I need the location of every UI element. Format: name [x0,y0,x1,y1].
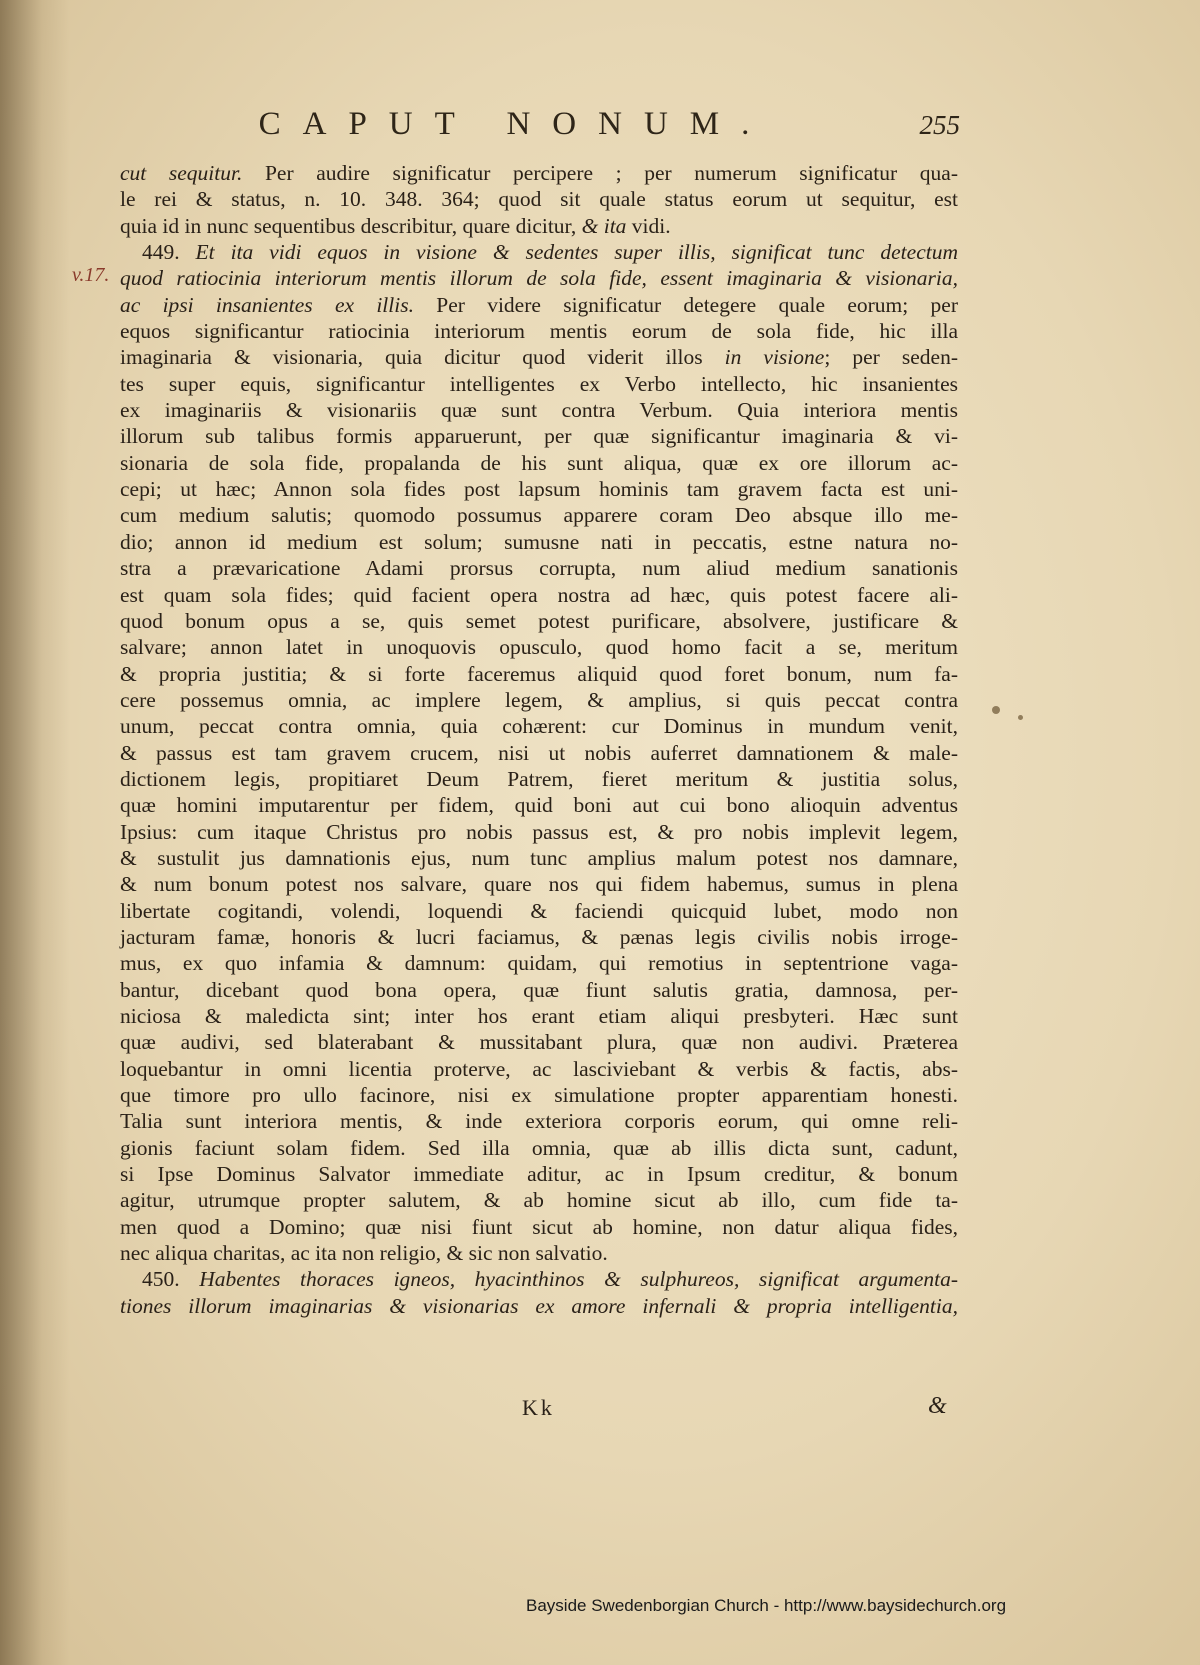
text-line [120,1214,958,1240]
text-line [120,529,958,555]
text-line [120,898,958,924]
text-line [120,1161,958,1187]
roman-text: quod bonum opus a se, quis semet potest purificare, absolvere, justificare & [120,608,958,633]
text-line [120,766,958,792]
roman-text: illorum sub talibus formis apparuerunt, per quæ significantur imaginaria & vi- [120,424,958,449]
roman-text: bantur, dicebant quod bona opera, quæ fiunt salutis gratia, damnosa, per- [120,977,958,1002]
italic-text: cut sequitur. [120,161,243,185]
text-line [120,1003,958,1029]
text-line [120,792,958,818]
text-line [120,924,958,950]
roman-text: unum, peccat contra omnia, quia cohærent: cur Dominus in mundum venit, [120,714,958,739]
body-text [120,160,958,1319]
text-line [120,713,958,739]
text-line [120,1108,958,1134]
roman-text: mus, ex quo infamia & damnum: quidam, qui remotius in septentrione vaga- [120,951,958,976]
text-line [120,819,958,845]
text-line [120,476,958,502]
text-line [120,265,958,291]
roman-text: men quod a Domino; quæ nisi fiunt sicut ab homine, non datur aliqua fides, [120,1214,958,1239]
roman-text: gionis faciunt solam fidem. Sed illa omnia, quæ ab illis dicta sunt, cadunt, [120,1135,958,1160]
text-line [120,871,958,897]
roman-text: cere possemus omnia, ac implere legem, & amplius, si quis peccat contra [120,687,958,712]
text-line [120,1240,958,1266]
page-header [185,106,960,150]
roman-text: que timore pro ullo facinore, nisi ex simulatione propter apparentiam honesti. [120,1083,958,1108]
italic-text: Et ita vidi equos in visione & sedentes super illis, significat tunc detectum [195,240,958,265]
text-line [120,423,958,449]
text-line [120,1135,958,1161]
roman-text: cum medium salutis; quomodo possumus apparere coram Deo absque illo me- [120,503,958,528]
italic-text: ac ipsi insanientes ex illis. [120,292,414,317]
text-line [120,1266,958,1292]
roman-text: nec aliqua charitas, ac ita non religio, & sic non salvatio. [120,1241,608,1266]
text-line [120,239,958,265]
roman-text: quia id in nunc sequentibus describitur, quare dicitur, [120,213,582,238]
roman-text: equos significantur ratiocinia interiorum mentis eorum de sola fide, hic illa [120,319,958,344]
text-line [120,555,958,581]
text-line [120,1029,958,1055]
italic-text: quod ratiocinia interiorum mentis illorum de sola fide, essent imaginaria & visionaria, [120,266,958,291]
roman-text: agitur, utrumque propter salutem, & ab homine sicut ab illo, cum fide ta- [120,1188,958,1213]
signature-mark: Kk [522,1395,555,1420]
roman-text: est quam sola fides; quid facient opera nostra ad hæc, quis potest facere ali- [120,582,958,607]
roman-text: & propria justitia; & si forte faceremus aliquid quod foret bonum, num fa- [120,661,958,686]
text-line [120,687,958,713]
roman-text: imaginaria & visionaria, quia dicitur quod viderit illos [120,345,725,370]
roman-text: & num bonum potest nos salvare, quare nos qui fidem habemus, sumus in plena [120,872,958,897]
text-line [120,1293,958,1319]
text-line [120,1187,958,1213]
gutter-shadow [0,0,70,1665]
watermark-credit: Bayside Swedenborgian Church - http://www.baysidechurch.org [526,1596,1007,1615]
roman-text: cepi; ut hæc; Annon sola fides post lapsum hominis tam gravem facta est uni- [120,477,958,502]
ink-spot [992,706,1000,714]
roman-text: 450. [142,1267,200,1292]
text-line [120,186,958,212]
roman-text: Per audire significatur percipere ; per numerum significatur qua- [242,161,958,185]
roman-text: dio; annon id medium est solum; sumusne nati in peccatis, estne natura no- [120,529,958,554]
text-line [120,371,958,397]
italic-text: tiones illorum imaginarias & visionarias ex amore infernali & propria intelligentia, [120,1293,958,1318]
roman-text: dictionem legis, propitiaret Deum Patrem, fieret meritum & justitia solus, [120,766,958,791]
italic-text: & ita [581,213,627,238]
text-line [120,740,958,766]
roman-text: le rei & status, n. 10. 348. 364; quod sit quale status eorum ut sequitur, est [120,187,958,212]
text-line [120,213,958,239]
roman-text: loquebantur in omni licentia proterve, ac lasciviebant & verbis & factis, abs- [120,1056,958,1081]
text-line [120,502,958,528]
roman-text: quæ homini imputarentur per fidem, quid boni aut cui bono alioquin adventus [120,793,958,818]
ink-spot [1018,715,1023,720]
page-number: 255 [919,110,960,140]
text-line [120,950,958,976]
roman-text: salvare; annon latet in unoquovis opusculo, quod homo facit a se, meritum [120,635,958,660]
text-line [120,1082,958,1108]
catchword: & [928,1393,947,1419]
text-line [120,344,958,370]
roman-text: 449. [142,240,196,265]
roman-text: jacturam famæ, honoris & lucri faciamus, & pænas legis civilis nobis irroge- [120,924,958,949]
running-title: CAPUT NONUM. [258,106,772,142]
italic-text: in visione [724,345,825,370]
text-line [120,977,958,1003]
text-line [120,634,958,660]
italic-text: Habentes thoraces igneos, hyacinthinos & sulphureos, significat argumenta- [199,1267,959,1292]
text-line [120,450,958,476]
roman-text: niciosa & maledicta sint; inter hos erant etiam aliqui presbyteri. Hæc sunt [120,1004,958,1028]
text-line [120,582,958,608]
text-line [120,292,958,318]
text-line [120,845,958,871]
roman-text: sionaria de sola fide, propalanda de his sunt aliqua, quæ ex ore illorum ac- [120,450,958,475]
text-line [120,318,958,344]
roman-text: Talia sunt interiora mentis, & inde exteriora corporis eorum, qui omne reli- [120,1109,958,1134]
roman-text: si Ipse Dominus Salvator immediate aditur, ac in Ipsum creditur, & bonum [120,1162,958,1187]
roman-text: libertate cogitandi, volendi, loquendi & faciendi quicquid lubet, modo non [120,898,958,923]
text-line [120,397,958,423]
roman-text: vidi. [626,213,671,238]
handwritten-margin-note: v.17. [72,264,110,286]
text-line [120,160,958,186]
roman-text: stra a prævaricatione Adami prorsus corrupta, num aliud medium sanationis [120,556,958,581]
roman-text: Per videre significatur detegere quale eorum; per [413,292,958,317]
roman-text: Ipsius: cum itaque Christus pro nobis passus est, & pro nobis implevit legem, [120,819,958,844]
roman-text: ex imaginariis & visionariis quæ sunt contra Verbum. Quia interiora mentis [120,398,958,423]
roman-text: ; per seden- [824,345,958,370]
roman-text: & sustulit jus damnationis ejus, num tunc amplius malum potest nos damnare, [120,845,958,870]
text-line [120,1056,958,1082]
text-line [120,661,958,687]
roman-text: quæ audivi, sed blaterabant & mussitabant plura, quæ non audivi. Præterea [120,1030,958,1055]
text-line [120,608,958,634]
roman-text: & passus est tam gravem crucem, nisi ut nobis auferret damnationem & male- [120,740,958,765]
roman-text: tes super equis, significantur intelligentes ex Verbo intellecto, hic insanientes [120,371,958,396]
